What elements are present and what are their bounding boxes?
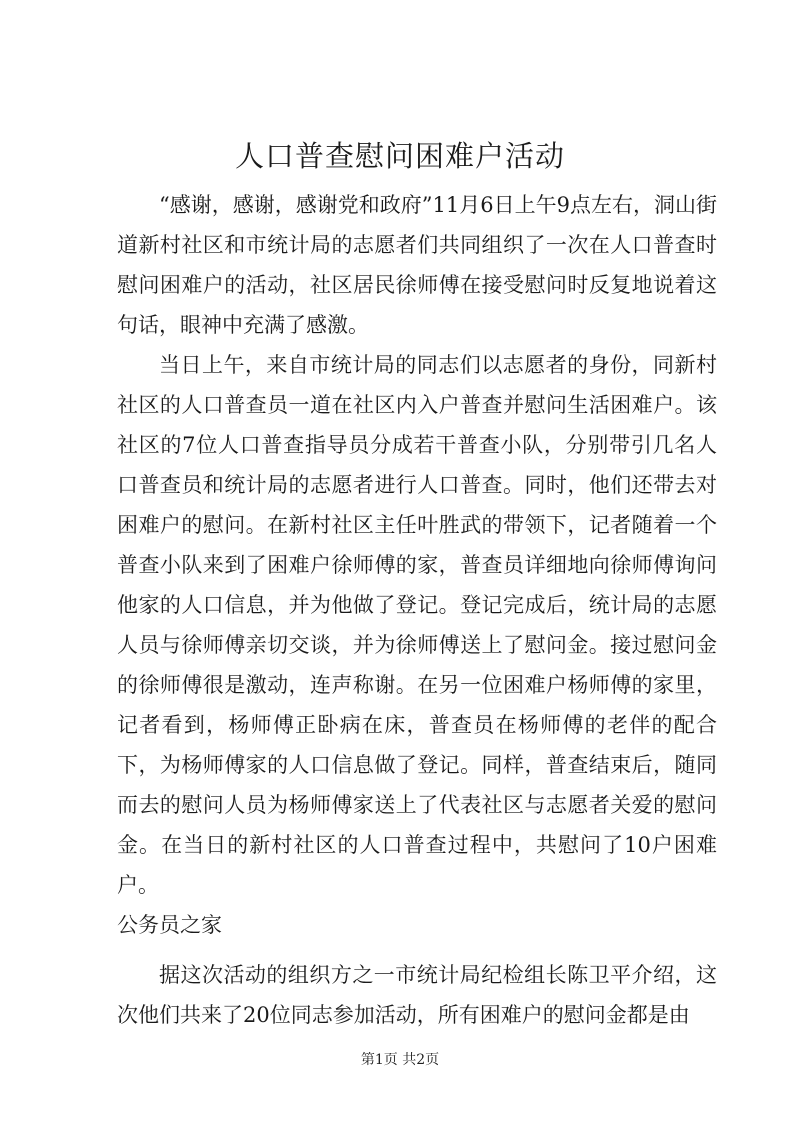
page-footer: 第1页 共2页 bbox=[360, 1052, 440, 1068]
source-line: 公务员之家 bbox=[117, 913, 222, 937]
paragraph-2: 当日上午，来自市统计局的同志们以志愿者的身份，同新村社区的人口普查员一道在社区内入户普查并慰问生活困难户。该社区的7位人口普查指导员分成若干普查小队，分别带引几名人口普查员和统计局的志愿者进行人口普查。同时，他们还带去对困难户的慰问。在新村社区主任叶胜武的带领下，记者随着一个普查小队来到了困难户徐师傅的家，普查员详细地向徐师傅询问他家的人口信息，并为他做了登记。登记完成后，统计局的志愿人员与徐师傅亲切交谈，并为徐师傅送上了慰问金。接过慰问金的徐师傅很是激动，连声称谢。在另一位困难户杨师傅的家里，记者看到，杨师傅正卧病在床，普查员在杨师傅的老伴的配合下，为杨师傅家的人口信息做了登记。同样，普查结束后，随同而去的慰问人员为杨师傅家送上了代表社区与志愿者关爱的慰问金。在当日的新村社区的人口普查过程中，共慰问了10户困难户。 bbox=[117, 353, 717, 897]
paragraph-3: 据这次活动的组织方之一市统计局纪检组长陈卫平介绍，这次他们共来了20位同志参加活动，所有困难户的慰问金都是由 bbox=[117, 963, 717, 1027]
document-title: 人口普查慰问困难户活动 bbox=[234, 139, 565, 173]
paragraph-1: “感谢，感谢，感谢党和政府”11月6日上午9点左右，洞山街道新村社区和市统计局的志愿者们共同组织了一次在人口普查时慰问困难户的活动，社区居民徐师傅在接受慰问时反复地说着这句话，眼神中充满了感激。 bbox=[117, 193, 717, 337]
document-body bbox=[117, 185, 717, 1035]
